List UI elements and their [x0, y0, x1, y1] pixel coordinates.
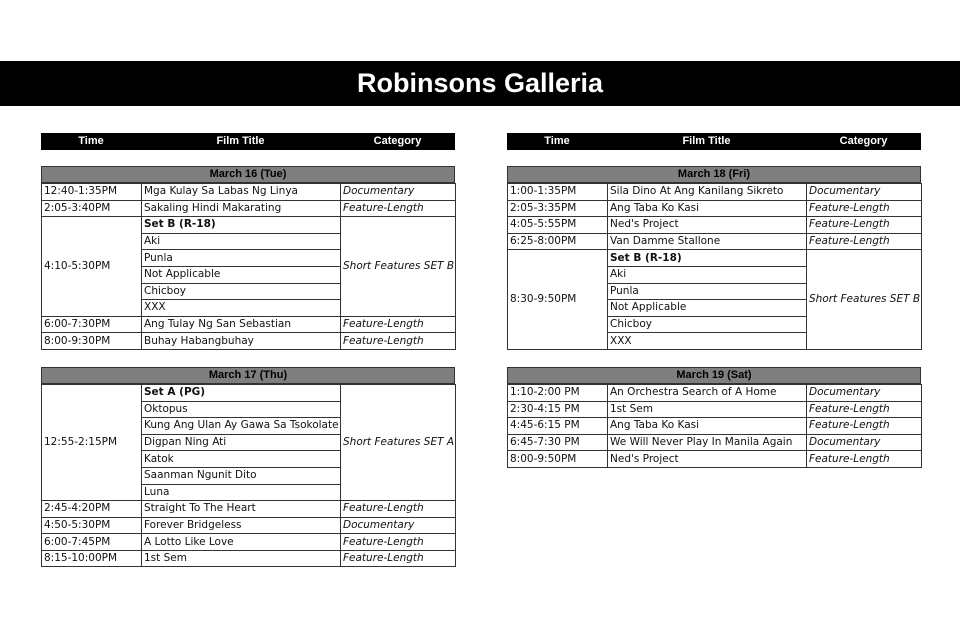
- time-cell: 6:00-7:45PM: [42, 534, 142, 551]
- header-time: Time: [78, 135, 104, 147]
- film-title-cell: XXX: [608, 333, 807, 350]
- category-cell: Feature-Length: [807, 217, 922, 234]
- time-cell: 4:45-6:15 PM: [508, 418, 608, 435]
- time-cell: 8:00-9:30PM: [42, 333, 142, 350]
- table-row: [42, 200, 456, 217]
- film-title-cell: Mga Kulay Sa Labas Ng Linya: [142, 184, 341, 201]
- table-row: [42, 517, 456, 534]
- film-title-cell: Punla: [608, 283, 807, 300]
- schedule-table: [41, 183, 456, 350]
- time-cell: 6:00-7:30PM: [42, 316, 142, 333]
- table-row: [508, 233, 922, 250]
- category-cell: Feature-Length: [341, 534, 456, 551]
- time-cell: 4:50-5:30PM: [42, 517, 142, 534]
- table-row: [508, 384, 922, 401]
- film-title-cell: Straight To The Heart: [142, 501, 341, 518]
- time-cell: 6:45-7:30 PM: [508, 434, 608, 451]
- film-title-cell: Sakaling Hindi Makarating: [142, 200, 341, 217]
- film-title-cell: Ang Taba Ko Kasi: [608, 200, 807, 217]
- film-title-cell: Punla: [142, 250, 341, 267]
- category-cell: Short Features SET A: [341, 384, 456, 500]
- table-row: [42, 550, 456, 567]
- category-cell: Feature-Length: [341, 316, 456, 333]
- schedule-table: [41, 384, 456, 568]
- table-row: [508, 200, 922, 217]
- table-row: [42, 534, 456, 551]
- time-cell: 8:15-10:00PM: [42, 550, 142, 567]
- schedule-table: [507, 384, 922, 468]
- time-cell: 2:45-4:20PM: [42, 501, 142, 518]
- film-title-cell: Buhay Habangbuhay: [142, 333, 341, 350]
- category-cell: Documentary: [807, 384, 922, 401]
- film-title-cell: Ang Tulay Ng San Sebastian: [142, 316, 341, 333]
- film-title-cell: Not Applicable: [142, 266, 341, 283]
- table-row: [42, 501, 456, 518]
- category-cell: Feature-Length: [807, 200, 922, 217]
- category-cell: Feature-Length: [341, 333, 456, 350]
- schedule-left-column: [41, 133, 455, 584]
- category-cell: Feature-Length: [807, 451, 922, 468]
- header-category: Category: [839, 135, 888, 147]
- film-title-cell: Kung Ang Ulan Ay Gawa Sa Tsokolate: [142, 418, 341, 435]
- film-title-cell: An Orchestra Search of A Home: [608, 384, 807, 401]
- film-title-cell: Ned's Project: [608, 217, 807, 234]
- schedule-right-column: [507, 133, 921, 485]
- time-cell: 1:10-2:00 PM: [508, 384, 608, 401]
- header-category: Category: [373, 135, 422, 147]
- film-title-cell: Digpan Ning Ati: [142, 434, 341, 451]
- time-cell: 1:00-1:35PM: [508, 184, 608, 201]
- time-cell: 8:30-9:50PM: [508, 250, 608, 350]
- film-title-cell: We Will Never Play In Manila Again: [608, 434, 807, 451]
- column-header: [507, 133, 921, 150]
- day-title: March 16 (Tue): [41, 166, 455, 183]
- film-title-cell: Van Damme Stallone: [608, 233, 807, 250]
- category-cell: Feature-Length: [807, 401, 922, 418]
- category-cell: Documentary: [807, 184, 922, 201]
- film-title-cell: Forever Bridgeless: [142, 517, 341, 534]
- category-cell: Documentary: [341, 517, 456, 534]
- column-header: [41, 133, 455, 150]
- category-cell: Feature-Length: [341, 501, 456, 518]
- film-title-cell: Ned's Project: [608, 451, 807, 468]
- time-cell: 6:25-8:00PM: [508, 233, 608, 250]
- time-cell: 8:00-9:50PM: [508, 451, 608, 468]
- time-cell: 4:05-5:55PM: [508, 217, 608, 234]
- header-time: Time: [544, 135, 570, 147]
- category-cell: Short Features SET B: [341, 217, 456, 317]
- film-title-cell: 1st Sem: [142, 550, 341, 567]
- schedule-table: [507, 183, 922, 350]
- category-cell: Feature-Length: [341, 550, 456, 567]
- set-label-cell: Set B (R-18): [608, 250, 807, 267]
- table-row: [42, 184, 456, 201]
- venue-title: Robinsons Galleria: [0, 61, 960, 106]
- film-title-cell: Aki: [608, 266, 807, 283]
- category-cell: Documentary: [807, 434, 922, 451]
- day-title: March 19 (Sat): [507, 367, 921, 384]
- day-title: March 17 (Thu): [41, 367, 455, 384]
- category-cell: Feature-Length: [807, 233, 922, 250]
- table-row: [42, 217, 456, 234]
- day-block: [41, 166, 455, 350]
- film-title-cell: Sila Dino At Ang Kanilang Sikreto: [608, 184, 807, 201]
- film-title-cell: Chicboy: [142, 283, 341, 300]
- table-row: [42, 333, 456, 350]
- category-cell: Short Features SET B: [807, 250, 922, 350]
- film-title-cell: Chicboy: [608, 316, 807, 333]
- set-label-cell: Set B (R-18): [142, 217, 341, 234]
- day-block: [507, 367, 921, 468]
- film-title-cell: XXX: [142, 300, 341, 317]
- time-cell: 2:05-3:35PM: [508, 200, 608, 217]
- film-title-cell: Aki: [142, 233, 341, 250]
- table-row: [508, 217, 922, 234]
- table-row: [508, 418, 922, 435]
- time-cell: 12:40-1:35PM: [42, 184, 142, 201]
- category-cell: Documentary: [341, 184, 456, 201]
- table-row: [508, 401, 922, 418]
- film-title-cell: A Lotto Like Love: [142, 534, 341, 551]
- time-cell: 12:55-2:15PM: [42, 384, 142, 500]
- table-row: [508, 434, 922, 451]
- film-title-cell: Saanman Ngunit Dito: [142, 467, 341, 484]
- day-title: March 18 (Fri): [507, 166, 921, 183]
- category-cell: Feature-Length: [341, 200, 456, 217]
- time-cell: 4:10-5:30PM: [42, 217, 142, 317]
- category-cell: Feature-Length: [807, 418, 922, 435]
- table-row: [508, 451, 922, 468]
- time-cell: 2:05-3:40PM: [42, 200, 142, 217]
- header-film: Film Title: [682, 135, 731, 147]
- time-cell: 2:30-4:15 PM: [508, 401, 608, 418]
- film-title-cell: Oktopus: [142, 401, 341, 418]
- film-title-cell: Not Applicable: [608, 300, 807, 317]
- film-title-cell: Ang Taba Ko Kasi: [608, 418, 807, 435]
- header-film: Film Title: [216, 135, 265, 147]
- table-row: [508, 250, 922, 267]
- table-row: [42, 384, 456, 401]
- day-block: [507, 166, 921, 350]
- table-row: [508, 184, 922, 201]
- film-title-cell: 1st Sem: [608, 401, 807, 418]
- film-title-cell: Luna: [142, 484, 341, 501]
- film-title-cell: Katok: [142, 451, 341, 468]
- day-block: [41, 367, 455, 568]
- table-row: [42, 316, 456, 333]
- set-label-cell: Set A (PG): [142, 384, 341, 401]
